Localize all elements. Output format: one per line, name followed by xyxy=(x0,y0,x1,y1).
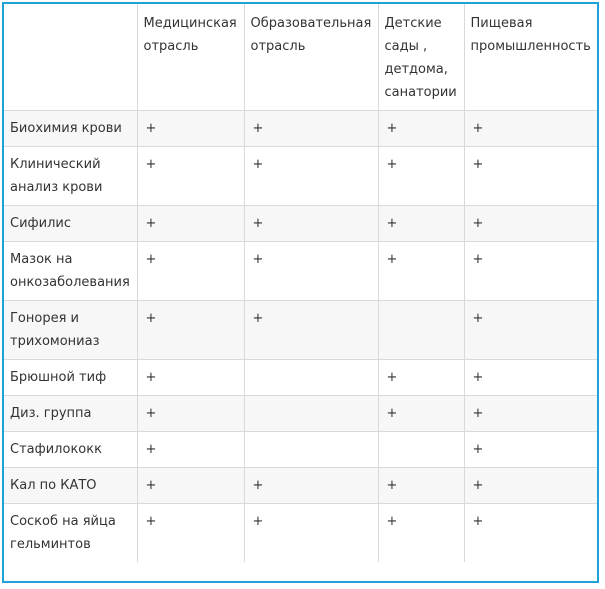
plus-mark: + xyxy=(137,504,244,563)
plus-mark: + xyxy=(378,360,464,396)
plus-mark: + xyxy=(244,504,378,563)
table-row xyxy=(4,432,597,468)
row-label: Мазок на онкозаболевания xyxy=(4,242,137,301)
plus-mark: + xyxy=(137,301,244,360)
row-label: Соскоб на яйца гельминтов xyxy=(4,504,137,563)
plus-mark: + xyxy=(464,111,597,147)
plus-mark: + xyxy=(464,360,597,396)
plus-mark: + xyxy=(137,360,244,396)
plus-mark: + xyxy=(464,147,597,206)
plus-mark: + xyxy=(378,111,464,147)
row-label: Клинический анализ крови xyxy=(4,147,137,206)
plus-mark: + xyxy=(244,242,378,301)
plus-mark: + xyxy=(464,504,597,563)
plus-mark: + xyxy=(137,147,244,206)
plus-mark: + xyxy=(244,147,378,206)
row-label: Биохимия крови xyxy=(4,111,137,147)
empty-cell xyxy=(378,301,464,360)
plus-mark: + xyxy=(137,242,244,301)
header-cell-kindergartens: Детские сады , детдома, санатории xyxy=(378,4,464,111)
plus-mark: + xyxy=(464,432,597,468)
table-row xyxy=(4,360,597,396)
table-row xyxy=(4,301,597,360)
plus-mark: + xyxy=(378,206,464,242)
plus-mark: + xyxy=(137,432,244,468)
table-row xyxy=(4,147,597,206)
row-label: Кал по КАТО xyxy=(4,468,137,504)
plus-mark: + xyxy=(378,242,464,301)
table-row xyxy=(4,468,597,504)
table-header-row xyxy=(4,4,597,111)
empty-cell xyxy=(378,432,464,468)
empty-cell xyxy=(244,396,378,432)
row-label: Гонорея и трихомониаз xyxy=(4,301,137,360)
plus-mark: + xyxy=(244,206,378,242)
row-label: Сифилис xyxy=(4,206,137,242)
header-cell-education: Образовательная отрасль xyxy=(244,4,378,111)
table-row xyxy=(4,242,597,301)
requirements-table xyxy=(4,4,597,562)
plus-mark: + xyxy=(378,396,464,432)
plus-mark: + xyxy=(378,147,464,206)
plus-mark: + xyxy=(137,468,244,504)
plus-mark: + xyxy=(464,468,597,504)
table-frame xyxy=(2,2,599,583)
plus-mark: + xyxy=(244,301,378,360)
plus-mark: + xyxy=(137,396,244,432)
empty-cell xyxy=(244,432,378,468)
plus-mark: + xyxy=(378,468,464,504)
header-cell-empty xyxy=(4,4,137,111)
plus-mark: + xyxy=(464,206,597,242)
row-label: Брюшной тиф xyxy=(4,360,137,396)
header-cell-food-industry: Пищевая промышленность xyxy=(464,4,597,111)
empty-cell xyxy=(244,360,378,396)
table-row xyxy=(4,504,597,563)
row-label: Диз. группа xyxy=(4,396,137,432)
plus-mark: + xyxy=(244,111,378,147)
header-cell-medical: Медицинская отрасль xyxy=(137,4,244,111)
plus-mark: + xyxy=(464,242,597,301)
plus-mark: + xyxy=(464,301,597,360)
plus-mark: + xyxy=(137,206,244,242)
table-row xyxy=(4,111,597,147)
row-label: Стафилококк xyxy=(4,432,137,468)
plus-mark: + xyxy=(137,111,244,147)
table-row xyxy=(4,396,597,432)
plus-mark: + xyxy=(378,504,464,563)
table-row xyxy=(4,206,597,242)
plus-mark: + xyxy=(244,468,378,504)
plus-mark: + xyxy=(464,396,597,432)
